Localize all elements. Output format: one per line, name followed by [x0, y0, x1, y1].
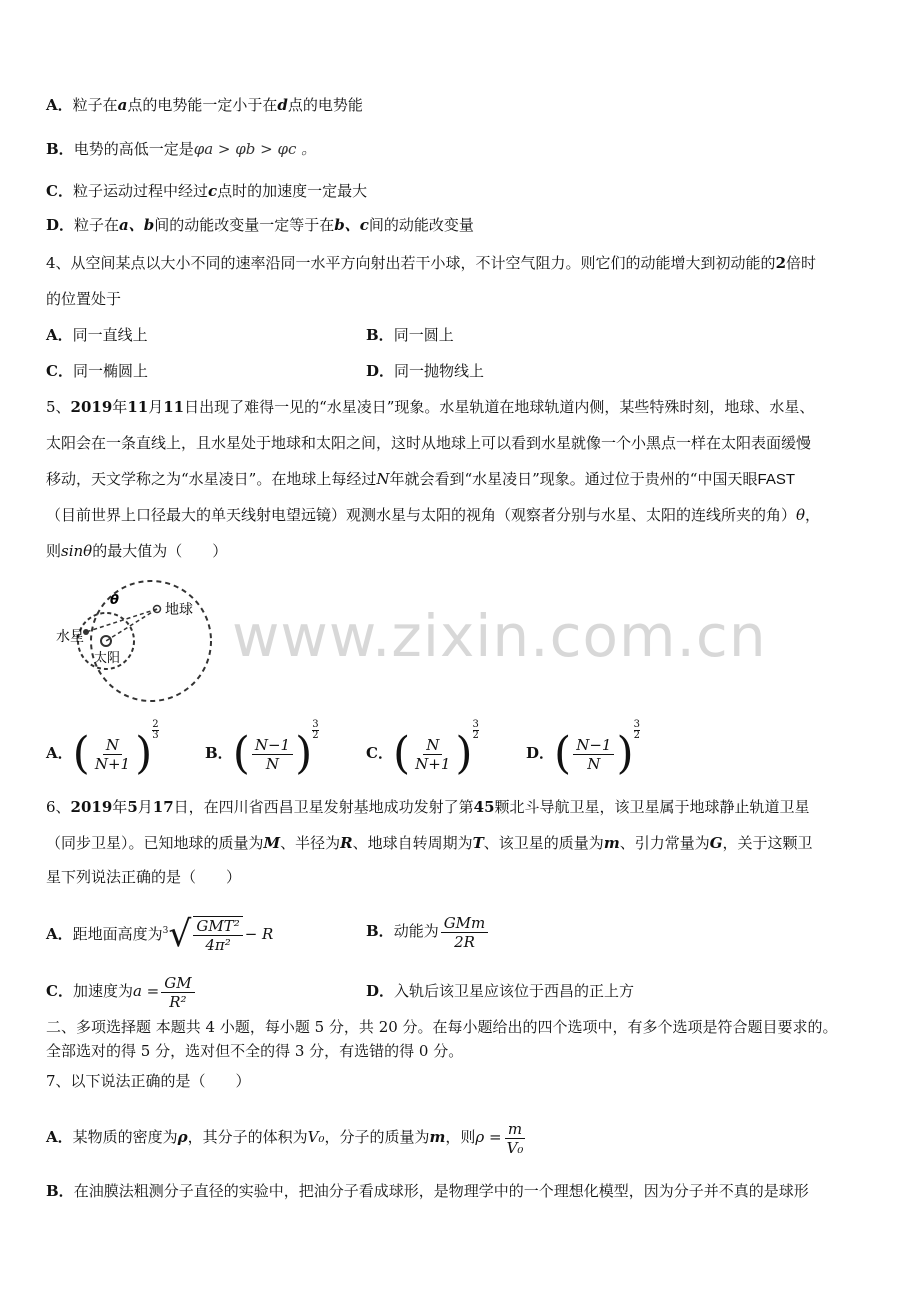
q6-stem-line3: 星下列说法正确的是（ ） — [46, 868, 242, 886]
section2-header-line1: 二、多项选择题 本题共 4 小题，每小题 5 分，共 20 分。在每小题给出的四个选项中，有多个选项是符合题目要求的。 — [46, 1018, 838, 1036]
q6-option-a: A．距地面高度为$^3$√ $\frac{\text{GMT²}}{\text{4π²}}$ − R — [46, 914, 274, 955]
q7-stem: 7、以下说法正确的是（ ） — [46, 1072, 251, 1090]
q5-stem-line1: 5、2019年11月11日出现了难得一见的“水星凌日”现象。水星轨道在地球轨道内侧，某些特殊时刻，地球、水星、 — [46, 398, 815, 416]
section2-header-line2: 全部选对的得 5 分，选对但不全的得 3 分，有选错的得 0 分。 — [46, 1042, 464, 1060]
q4-stem-line1: 4、从空间某点以大小不同的速率沿同一水平方向射出若干小球，不计空气阻力。则它们的动能增大到初动能的2倍时 — [46, 254, 817, 272]
q7-option-b: B．在油膜法粗测分子直径的实验中，把油分子看成球形，是物理学中的一个理想化模型，因为分子并不真的是球形 — [46, 1182, 809, 1200]
q6-option-b: B．动能为 $\frac{\text{GMm}}{2R}$ — [366, 906, 490, 956]
q6-stem-line2: （同步卫星）。已知地球的质量为M、半径为R、地球自转周期为T、该卫星的质量为m、引力常量为G，关于这颗卫 — [46, 834, 813, 852]
q5-stem-line4: （目前世界上口径最大的单天线射电望远镜）观测水星与太阳的视角（观察者分别与水星、太阳的连线所夹的角）θ， — [46, 506, 821, 524]
q6-option-c: C．加速度为a = $\frac{GM}{\text{R²}}$ — [46, 966, 197, 1016]
q5-option-d: D．( $\frac{N-1}{N}$ ) $\frac{3}{2}$ — [526, 719, 640, 779]
q4-option-a: A．同一直线上 — [46, 326, 148, 344]
q3-option-d: D．粒子在a、b间的动能改变量一定等于在b、c间的动能改变量 — [46, 216, 474, 234]
q3-option-b: B．电势的高低一定是φa > φb > φc 。 — [46, 140, 317, 158]
q6-option-d: D．入轨后该卫星应该位于西昌的正上方 — [366, 982, 635, 1000]
q5-option-b: B．( $\frac{N-1}{N}$ ) $\frac{3}{2}$ — [205, 719, 319, 779]
q6-stem-line1: 6、2019年5月17日，在四川省西昌卫星发射基地成功发射了第45颗北斗导航卫星，该卫星属于地球静止轨道卫星 — [46, 798, 810, 816]
earth-label: 地球 — [165, 602, 193, 618]
q5-option-c: C．( $\frac{N}{N+1}$ ) $\frac{3}{2}$ — [366, 719, 479, 779]
watermark: www.zixin.com.cn — [232, 602, 767, 670]
q7-option-a: A．某物质的密度为ρ，其分子的体积为V₀，分子的质量为m，则ρ = $\frac{m}{\text{V₀}}$ — [46, 1119, 524, 1157]
q5-option-a: A．( $\frac{N}{N+1}$ ) $\frac{2}{3}$ — [46, 719, 159, 779]
q5-stem-line5: 则sinθ的最大值为（ ） — [46, 542, 228, 560]
q4-stem-line2: 的位置处于 — [46, 290, 122, 308]
earth-mercury-line — [86, 609, 157, 632]
q3-option-a: A．粒子在a点的电势能一定小于在d点的电势能 — [46, 96, 363, 114]
mercury-label: 水星 — [56, 629, 84, 645]
q4-option-c: C．同一椭圆上 — [46, 362, 148, 380]
q4-option-b: B．同一圆上 — [366, 326, 454, 344]
sun-label: 太阳 — [94, 651, 121, 666]
theta-label: θ — [110, 593, 119, 608]
q4-option-d: D．同一抛物线上 — [366, 362, 485, 380]
q5-stem-line2: 太阳会在一条直线上，且水星处于地球和太阳之间，这时从地球上可以看到水星就像一个小黑点一样在太阳表面缓慢 — [46, 434, 812, 452]
q3-option-c: C．粒子运动过程中经过c点时的加速度一定最大 — [46, 182, 368, 200]
q5-stem-line3: 移动，天文学称之为“水星凌日”。在地球上每经过N年就会看到“水星凌日”现象。通过位于贵州的“中国天眼FAST — [46, 470, 795, 488]
orbit-diagram — [44, 578, 244, 708]
earth-sun-line — [106, 609, 157, 641]
